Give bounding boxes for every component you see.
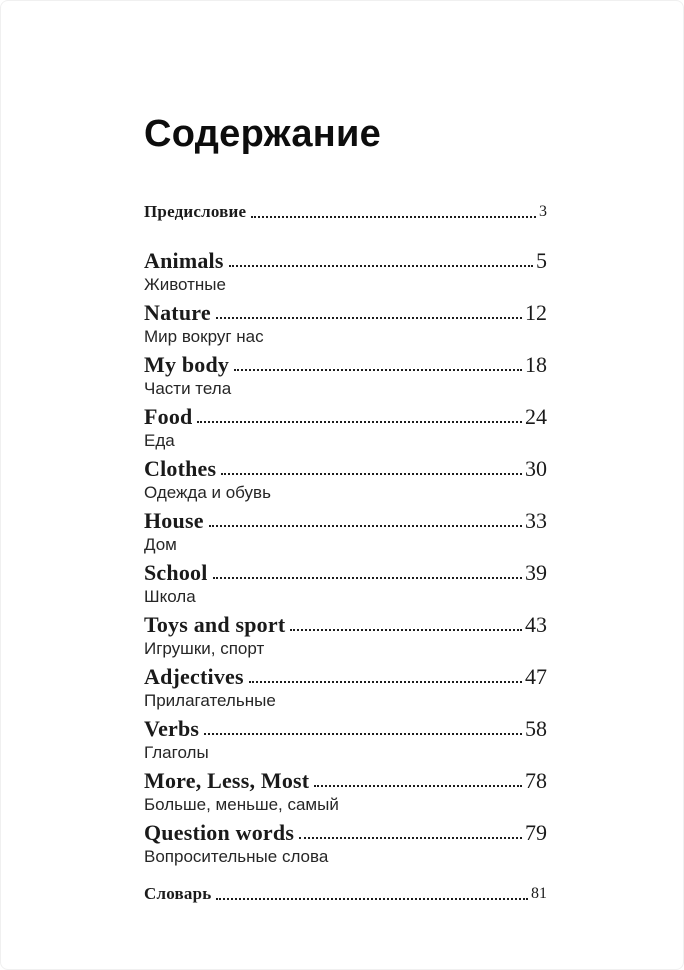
- toc-entry-pagenumber: 30: [525, 456, 547, 481]
- dot-leader: [216, 317, 522, 319]
- toc-entry-pagenumber: 18: [525, 352, 547, 377]
- dot-leader: [299, 837, 522, 839]
- toc-entry-title: Adjectives: [144, 664, 244, 689]
- dot-leader: [290, 629, 522, 631]
- toc-entry-subtitle: Прилагательные: [144, 691, 276, 710]
- toc-entry-title: Clothes: [144, 456, 217, 481]
- toc-entry-pagenumber: 24: [525, 404, 547, 429]
- toc-entry-subtitle: Мир вокруг нас: [144, 327, 264, 346]
- toc-entry: [144, 559, 547, 607]
- dot-leader: [229, 265, 533, 267]
- dot-leader: [221, 473, 522, 475]
- toc-entry: [144, 767, 547, 815]
- toc-entry: [144, 247, 547, 295]
- toc-entry: [144, 351, 547, 399]
- dot-leader: [314, 785, 522, 787]
- toc-entry-row: [144, 247, 547, 274]
- toc-entry-subtitle: Вопросительные слова: [144, 847, 329, 866]
- toc-entry: [144, 455, 547, 503]
- toc-entry-title: Question words: [144, 820, 295, 845]
- dot-leader: [251, 216, 536, 218]
- toc-label-foreword: Предисловие: [144, 202, 247, 221]
- toc-entry-subtitle: Еда: [144, 431, 175, 450]
- toc-entry-pagenumber: 78: [525, 768, 547, 793]
- toc-entries: [144, 247, 547, 867]
- toc-entry-row: [144, 455, 547, 482]
- toc-entry-pagenumber: 33: [525, 508, 547, 533]
- dot-leader: [216, 898, 528, 900]
- toc-entry: [144, 299, 547, 347]
- toc-entry-subtitle: Дом: [144, 535, 177, 554]
- toc-entry-row: [144, 403, 547, 430]
- toc-entry-subtitle: Животные: [144, 275, 226, 294]
- toc-content: [144, 1, 547, 905]
- toc-entry-pagenumber: 43: [525, 612, 547, 637]
- toc-entry: [144, 663, 547, 711]
- toc-entry-pagenumber: 47: [525, 664, 547, 689]
- toc-entry-title: Food: [144, 404, 193, 429]
- toc-pagenumber-foreword: 3: [539, 203, 547, 220]
- toc-entry-row: [144, 507, 547, 534]
- toc-entry-row: [144, 559, 547, 586]
- toc-row-dictionary: [144, 883, 547, 905]
- toc-entry-subtitle: Глаголы: [144, 743, 209, 762]
- toc-entry: [144, 715, 547, 763]
- dot-leader: [197, 421, 522, 423]
- toc-entry-title: School: [144, 560, 208, 585]
- toc-entry-row: [144, 715, 547, 742]
- toc-entry-row: [144, 611, 547, 638]
- dot-leader: [249, 681, 522, 683]
- toc-entry: [144, 819, 547, 867]
- toc-entry-title: House: [144, 508, 204, 533]
- toc-entry-pagenumber: 39: [525, 560, 547, 585]
- toc-entry-row: [144, 819, 547, 846]
- toc-entry-title: Animals: [144, 248, 224, 273]
- toc-entry-subtitle: Больше, меньше, самый: [144, 795, 339, 814]
- toc-label-dictionary: Словарь: [144, 884, 212, 903]
- toc-entry-pagenumber: 58: [525, 716, 547, 741]
- toc-entry-title: Toys and sport: [144, 612, 286, 637]
- toc-entry: [144, 611, 547, 659]
- dot-leader: [204, 733, 522, 735]
- toc-entry-row: [144, 351, 547, 378]
- toc-pagenumber-dictionary: 81: [531, 885, 547, 902]
- toc-entry-title: More, Less, Most: [144, 768, 310, 793]
- toc-entry-row: [144, 299, 547, 326]
- toc-entry-title: My body: [144, 352, 230, 377]
- toc-row-foreword: [144, 201, 547, 223]
- dot-leader: [213, 577, 522, 579]
- toc-entry: [144, 507, 547, 555]
- toc-entry-pagenumber: 79: [525, 820, 547, 845]
- toc-entry-row: [144, 663, 547, 690]
- toc-entry-row: [144, 767, 547, 794]
- toc-entry-title: Verbs: [144, 716, 200, 741]
- dot-leader: [234, 369, 522, 371]
- toc-entry: [144, 403, 547, 451]
- toc-entry-pagenumber: 5: [536, 248, 547, 273]
- toc-entry-subtitle: Школа: [144, 587, 196, 606]
- dot-leader: [209, 525, 522, 527]
- toc-entry-pagenumber: 12: [525, 300, 547, 325]
- toc-entry-title: Nature: [144, 300, 211, 325]
- toc-entry-subtitle: Игрушки, спорт: [144, 639, 265, 658]
- toc-entry-subtitle: Части тела: [144, 379, 232, 398]
- page-title: Содержание: [144, 113, 382, 155]
- toc-entry-subtitle: Одежда и обувь: [144, 483, 271, 502]
